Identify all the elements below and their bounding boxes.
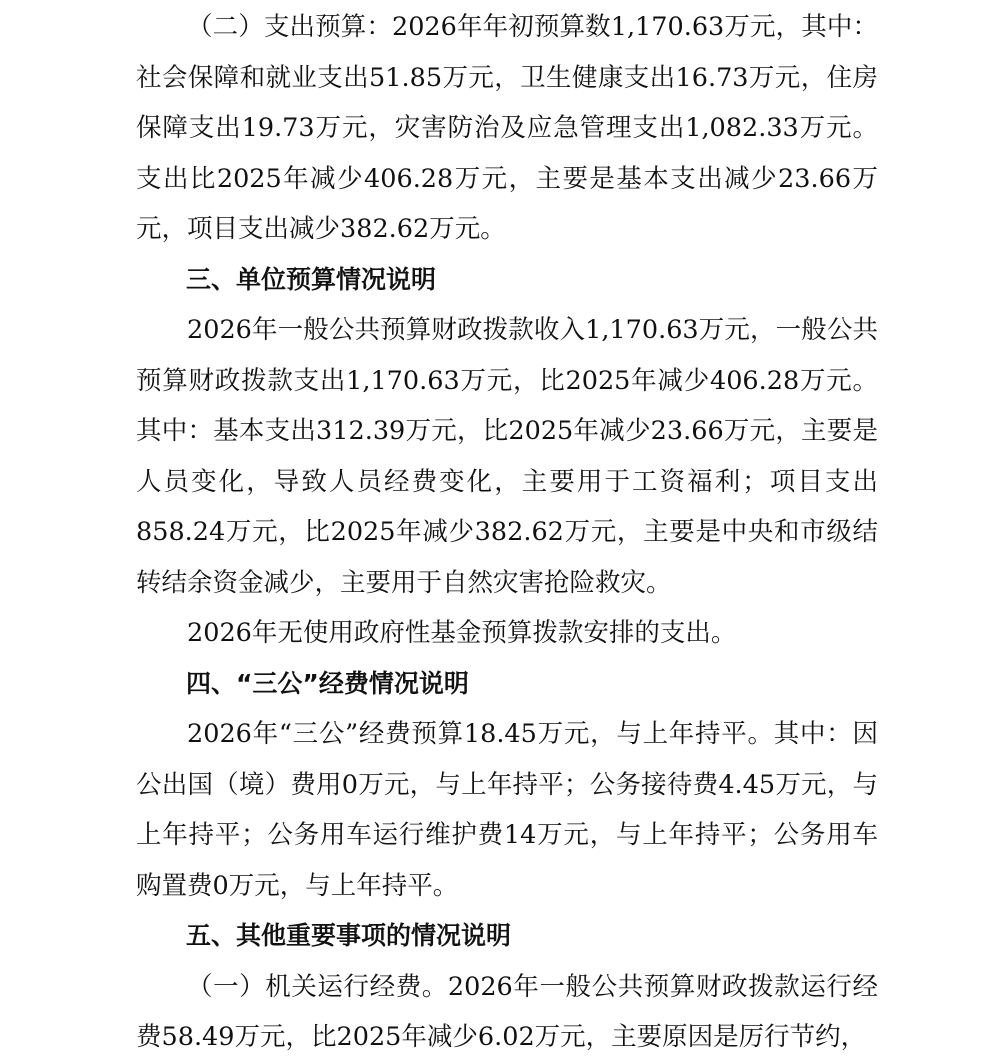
operating-expenses-paragraph: （一）机关运行经费。2026年一般公共预算财政拨款运行经费58.49万元，比2025年减少6.02万元，主要原因是厉行节约， — [136, 971, 878, 1052]
section-heading-three-public-expenses: 四、“三公”经费情况说明 — [186, 668, 469, 698]
document-page — [136, 2, 878, 1063]
expenditure-budget-paragraph: （二）支出预算：2026年年初预算数1,170.63万元，其中：社会保障和就业支出51.85万元，卫生健康支出16.73万元，住房保障支出19.73万元，灾害防治及应急管理支出1,082.33万元。支出比2025年减少406.28万元，主要是基本支出减少23.66万元，项目支出减少382.62万元。 — [136, 12, 878, 244]
section-heading-other-matters: 五、其他重要事项的情况说明 — [186, 921, 512, 950]
three-public-expenses-paragraph: 2026年“三公”经费预算18.45万元，与上年持平。其中：因公出国（境）费用0万元，与上年持平；公务接待费4.45万元，与上年持平；公务用车运行维护费14万元，与上年持平；公务用车购置费0万元，与上年持平。 — [136, 719, 878, 901]
section-heading-unit-budget: 三、单位预算情况说明 — [186, 264, 437, 294]
government-fund-paragraph: 2026年无使用政府性基金预算拨款安排的支出。 — [187, 618, 737, 648]
unit-budget-paragraph: 2026年一般公共预算财政拨款收入1,170.63万元，一般公共预算财政拨款支出1,170.63万元，比2025年减少406.28万元。其中：基本支出312.39万元，比2025年减少23.66万元，主要是人员变化，导致人员经费变化，主要用于工资福利；项目支出858.24万元，比2025年减少382.62万元，主要是中央和市级结转结余资金减少，主要用于自然灾害抢险救灾。 — [136, 315, 878, 598]
